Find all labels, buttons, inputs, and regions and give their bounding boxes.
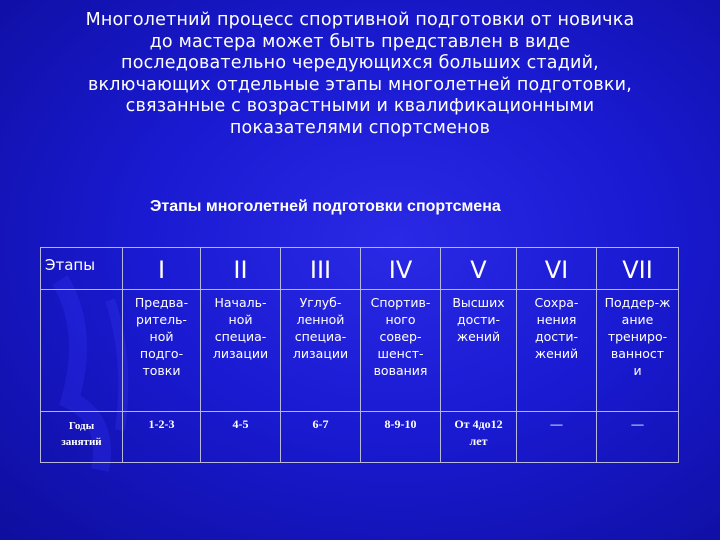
stage-description-row xyxy=(41,290,679,412)
stage-numeral: V xyxy=(441,248,517,290)
stage-numeral: II xyxy=(201,248,281,290)
stage-numeral: III xyxy=(281,248,361,290)
stage-years: 4-5 xyxy=(201,412,281,463)
stage-years: — xyxy=(517,412,597,463)
stage-description: Предва- ритель- ной подго- товки xyxy=(123,290,201,412)
stage-years: — xyxy=(597,412,679,463)
table-title: Этапы многолетней подготовки спортсмена xyxy=(150,198,501,215)
stage-years: 1-2-3 xyxy=(123,412,201,463)
stage-numeral: VI xyxy=(517,248,597,290)
stage-numeral: IV xyxy=(361,248,441,290)
row-header-years: Годы занятий xyxy=(41,412,123,463)
stage-years-row xyxy=(41,412,679,463)
stage-numeral-row xyxy=(41,248,679,290)
stages-table xyxy=(40,247,679,463)
stage-numeral: VII xyxy=(597,248,679,290)
stage-years: От 4до12 лет xyxy=(441,412,517,463)
stage-description: Высших дости- жений xyxy=(441,290,517,412)
stage-description: Спортив- ного совер- шенст- вования xyxy=(361,290,441,412)
stage-years: 6-7 xyxy=(281,412,361,463)
empty-cell xyxy=(41,290,123,412)
stage-description: Углуб- ленной специа- лизации xyxy=(281,290,361,412)
stage-description: Началь- ной специа- лизации xyxy=(201,290,281,412)
stage-description: Сохра- нения дости- жений xyxy=(517,290,597,412)
intro-paragraph: Многолетний процесс спортивной подготовки от новичка до мастера может быть представлен в виде последовательно чередующихся больших стадий, включающих отдельные этапы многолетней подготовки, связанные с возрастными и квалификационными показателями спортсменов xyxy=(85,10,635,138)
stage-years: 8-9-10 xyxy=(361,412,441,463)
stage-numeral: I xyxy=(123,248,201,290)
row-header-stages: Этапы xyxy=(41,248,123,290)
stage-description: Поддер-ж ание трениро- ванност и xyxy=(597,290,679,412)
